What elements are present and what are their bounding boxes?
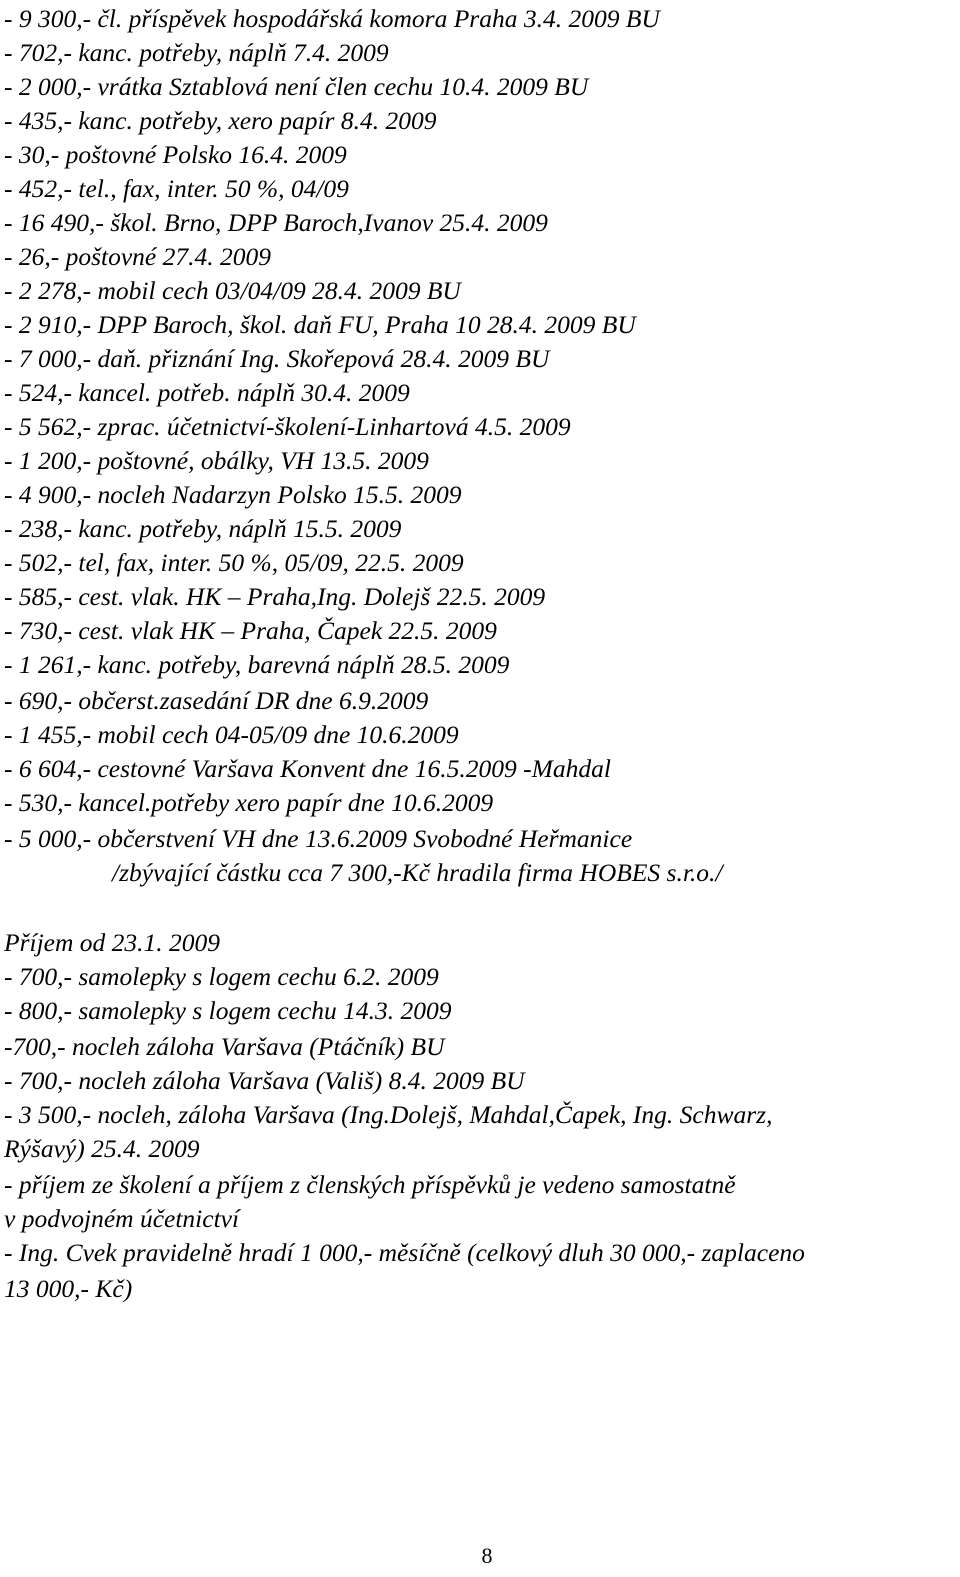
income-line: - příjem ze školení a příjem z členských příspěvků je vedeno samostatně [4,1170,736,1199]
income-line: -700,- nocleh záloha Varšava (Ptáčník) BU [4,1032,445,1061]
expense-line: - 26,- poštovné 27.4. 2009 [4,242,272,271]
expense-line: - 7 000,- daň. přiznání Ing. Skořepová 28.4. 2009 BU [4,344,550,373]
expense-line: - 435,- kanc. potřeby, xero papír 8.4. 2009 [4,106,437,135]
page-number: 8 [481,1543,493,1568]
expense-line: - 5 562,- zprac. účetnictví-školení-Linhartová 4.5. 2009 [4,412,571,441]
expense-line: - 2 278,- mobil cech 03/04/09 28.4. 2009 BU [4,276,461,305]
expense-line: - 690,- občerst.zasedání DR dne 6.9.2009 [4,686,429,715]
expense-line: - 730,- cest. vlak HK – Praha, Čapek 22.5. 2009 [4,616,497,645]
expense-line: - 452,- tel., fax, inter. 50 %, 04/09 [4,174,349,203]
income-line: Rýšavý) 25.4. 2009 [4,1134,200,1163]
expense-line: - 4 900,- nocleh Nadarzyn Polsko 15.5. 2009 [4,480,462,509]
expense-line: - 1 455,- mobil cech 04-05/09 dne 10.6.2009 [4,720,459,749]
expense-note: /zbývající částku cca 7 300,-Kč hradila firma HOBES s.r.o./ [112,858,723,887]
expense-line: - 524,- kancel. potřeb. náplň 30.4. 2009 [4,378,410,407]
expense-line: - 2 000,- vrátka Sztablová není člen cechu 10.4. 2009 BU [4,72,589,101]
expense-line: - 530,- kancel.potřeby xero papír dne 10.6.2009 [4,788,494,817]
expense-line: - 585,- cest. vlak. HK – Praha,Ing. Dolejš 22.5. 2009 [4,582,546,611]
expense-line: - 702,- kanc. potřeby, náplň 7.4. 2009 [4,38,389,67]
expense-line: - 238,- kanc. potřeby, náplň 15.5. 2009 [4,514,402,543]
income-line: - 800,- samolepky s logem cechu 14.3. 2009 [4,996,452,1025]
expense-line: - 5 000,- občerstvení VH dne 13.6.2009 Svobodné Heřmanice [4,824,633,853]
expense-line: - 16 490,- škol. Brno, DPP Baroch,Ivanov 25.4. 2009 [4,208,548,237]
income-line: 13 000,- Kč) [4,1274,133,1303]
income-line: - Ing. Cvek pravidelně hradí 1 000,- měsíčně (celkový dluh 30 000,- zaplaceno [4,1238,805,1267]
expense-line: - 9 300,- čl. příspěvek hospodářská komora Praha 3.4. 2009 BU [4,4,660,33]
income-line: v podvojném účetnictví [4,1204,240,1233]
expense-line: - 502,- tel, fax, inter. 50 %, 05/09, 22.5. 2009 [4,548,464,577]
expense-line: - 2 910,- DPP Baroch, škol. daň FU, Praha 10 28.4. 2009 BU [4,310,636,339]
income-line: - 700,- samolepky s logem cechu 6.2. 2009 [4,962,439,991]
income-line: - 700,- nocleh záloha Varšava (Vališ) 8.4. 2009 BU [4,1066,525,1095]
expense-line: - 30,- poštovné Polsko 16.4. 2009 [4,140,347,169]
expense-line: - 1 261,- kanc. potřeby, barevná náplň 28.5. 2009 [4,650,510,679]
income-heading: Příjem od 23.1. 2009 [4,928,221,957]
expense-line: - 1 200,- poštovné, obálky, VH 13.5. 2009 [4,446,429,475]
expense-line: - 6 604,- cestovné Varšava Konvent dne 16.5.2009 -Mahdal [4,754,611,783]
income-line: - 3 500,- nocleh, záloha Varšava (Ing.Dolejš, Mahdal,Čapek, Ing. Schwarz, [4,1100,773,1129]
